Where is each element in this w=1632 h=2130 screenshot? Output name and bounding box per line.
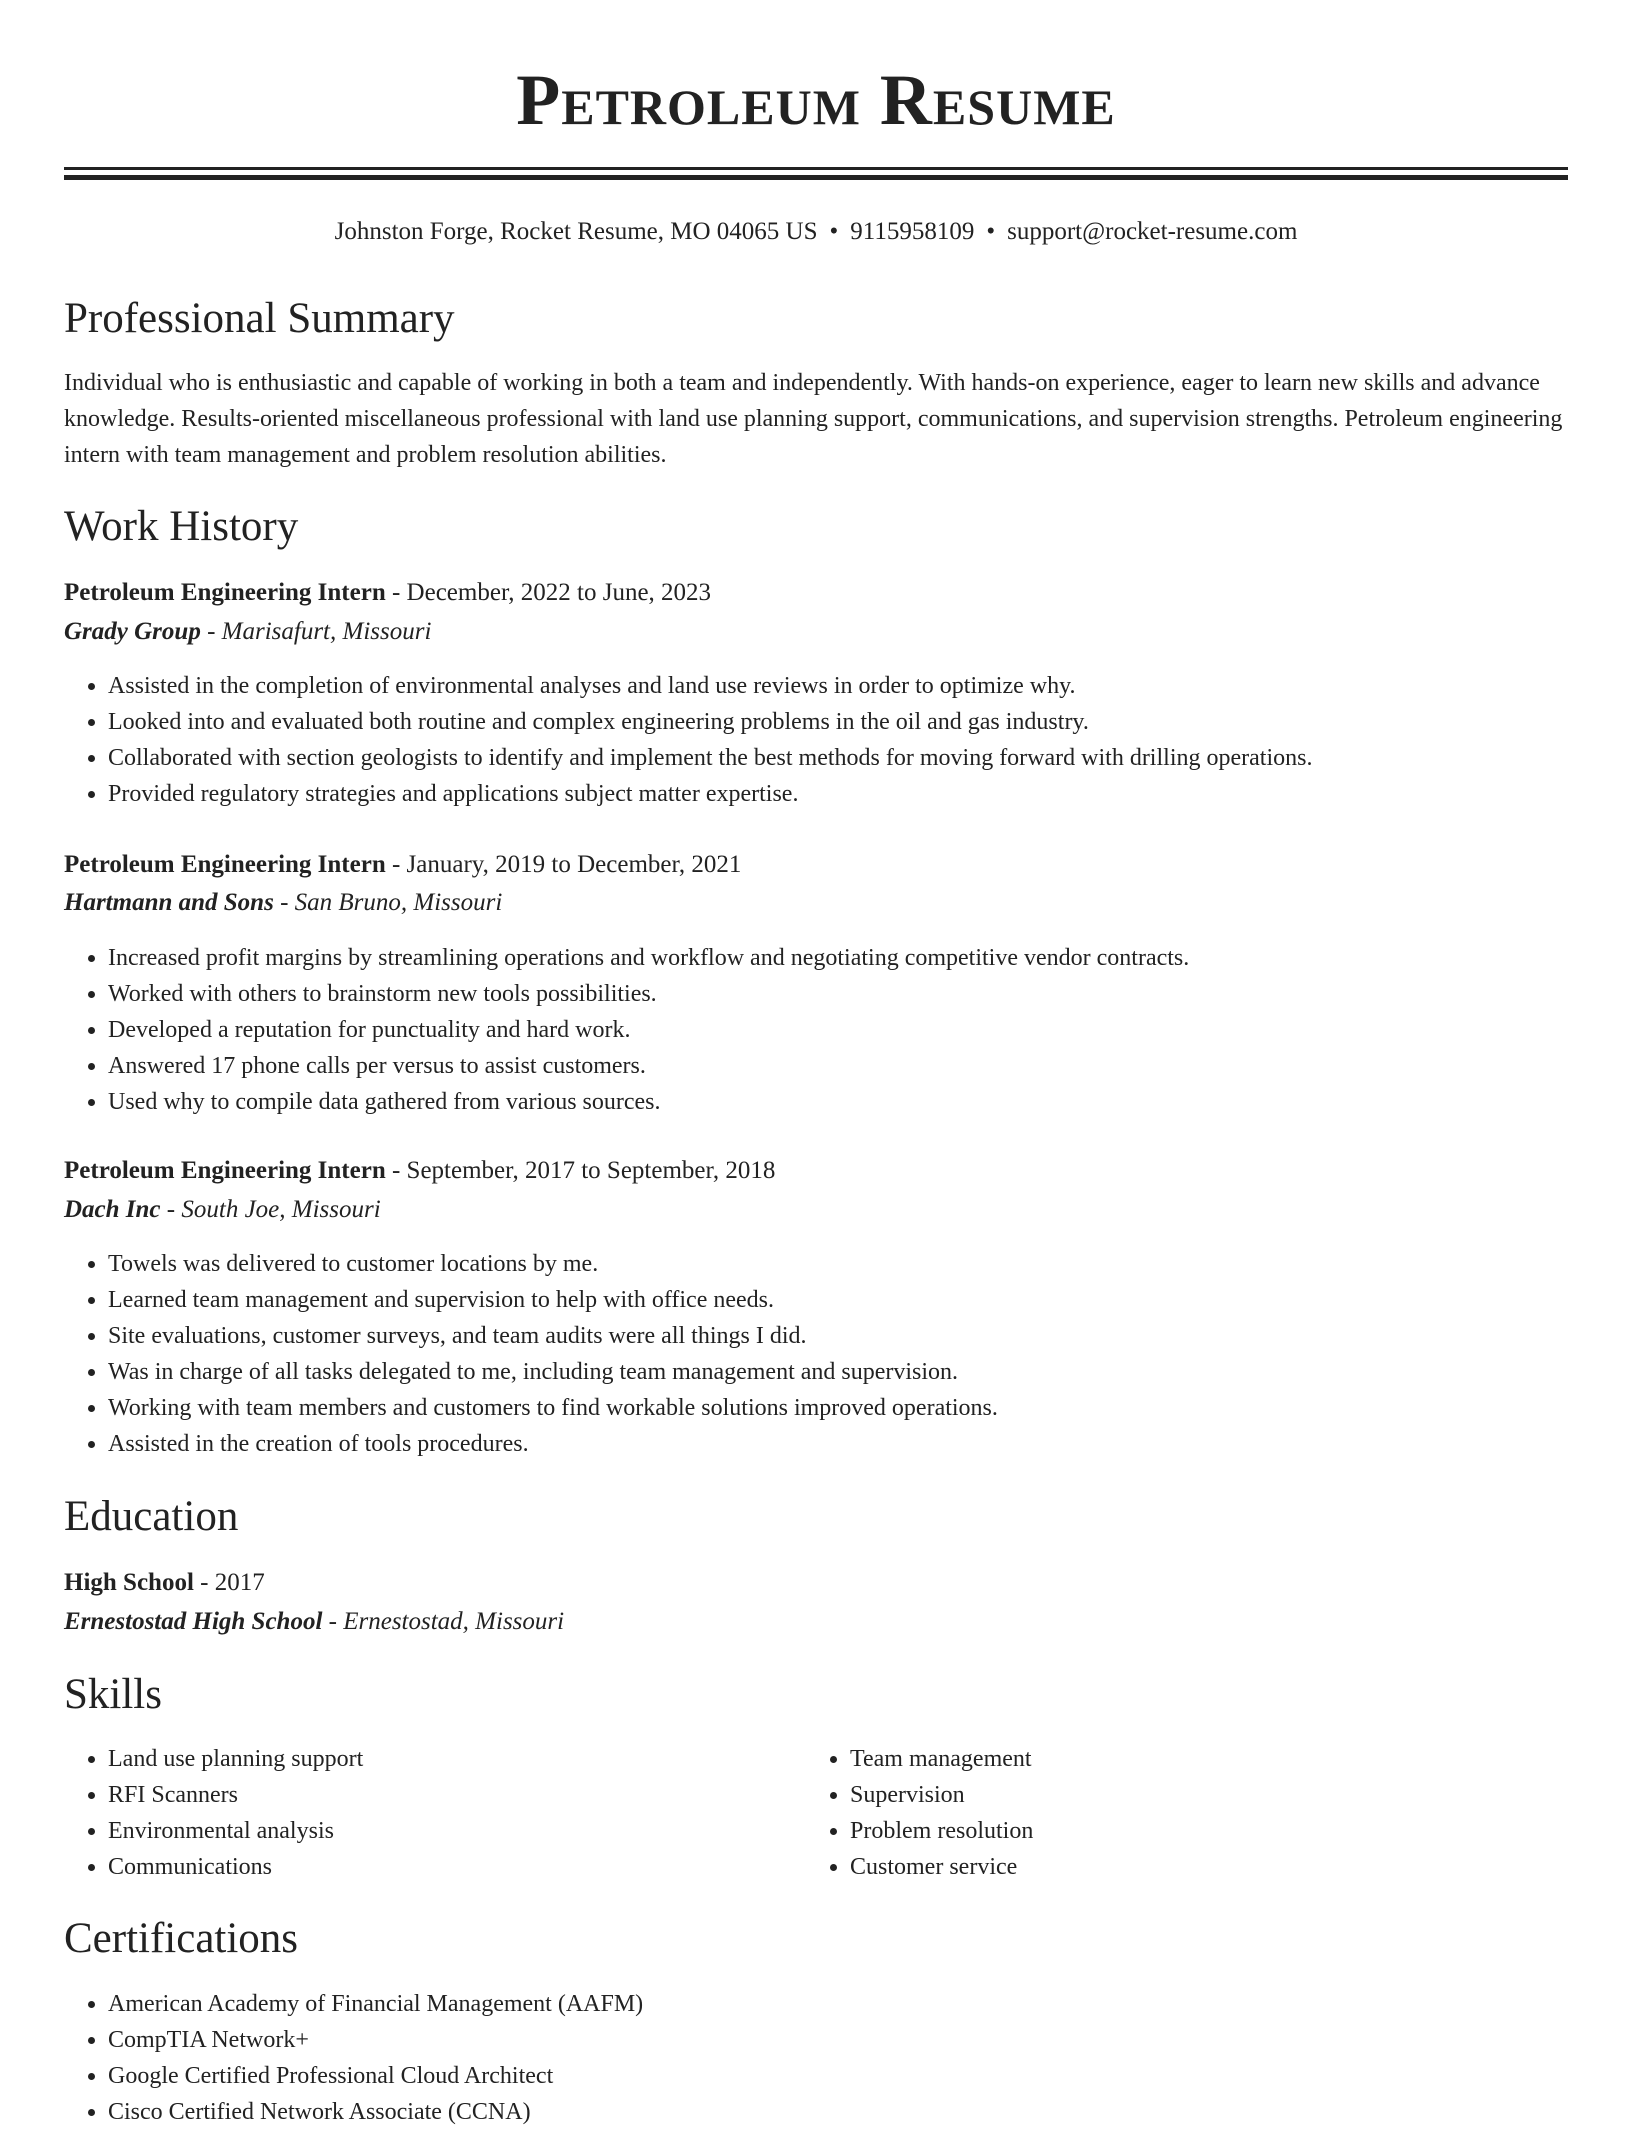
list-item: • Looked into and evaluated both routine and complex engineering problems in the oil and gas industry. — [108, 704, 1312, 740]
contact-address: Johnston Forge, Rocket Resume, MO 04065 US — [334, 218, 818, 245]
contact-line — [0, 214, 1632, 250]
skills-list-left — [64, 1741, 808, 1885]
summary-text: Individual who is enthusiastic and capable of working in both a team and independently. With hands-on experience, eager to learn new skills and advance knowledge. Results-oriented miscellaneous professional with land use planning support, communications, and supervision strengths. Petroleum engineering intern with team management and problem resolution abilities. — [64, 370, 1563, 468]
job-duties-list — [64, 668, 1312, 812]
list-item: • RFI Scanners — [108, 1777, 808, 1813]
job-company: Grady Group — [64, 618, 201, 645]
list-item: • Communications — [108, 1849, 808, 1885]
list-item: • Worked with others to brainstorm new tools possibilities. — [108, 976, 1189, 1012]
job-header — [64, 575, 711, 611]
list-item: • Working with team members and customers to find workable solutions improved operations. — [108, 1390, 998, 1426]
job-title: Petroleum Engineering Intern — [64, 851, 386, 878]
list-item: • Was in charge of all tasks delegated to me, including team management and supervision. — [108, 1354, 998, 1390]
education-heading: Education — [64, 1493, 239, 1540]
education-year: - 2017 — [193, 1569, 265, 1596]
list-item: • Team management — [850, 1741, 1550, 1777]
contact-separator: • — [829, 218, 839, 245]
list-item: • Google Certified Professional Cloud Architect — [108, 2058, 643, 2094]
list-item: • Environmental analysis — [108, 1813, 808, 1849]
contact-phone: 9115958109 — [850, 218, 975, 245]
title-divider-thick — [64, 175, 1568, 180]
job-header — [64, 847, 741, 883]
contact-email: support@rocket-resume.com — [1007, 218, 1298, 245]
list-item: • Assisted in the completion of environmental analyses and land use reviews in order to optimize why. — [108, 668, 1312, 704]
list-item: • Collaborated with section geologists to identify and implement the best methods for moving forward with drilling operations. — [108, 740, 1312, 776]
work-history-heading: Work History — [64, 503, 299, 550]
job-employer — [64, 614, 431, 650]
job-dates: - December, 2022 to June, 2023 — [385, 579, 712, 606]
education-header — [64, 1565, 265, 1601]
certifications-heading: Certifications — [64, 1915, 299, 1962]
list-item: • Cisco Certified Network Associate (CCNA) — [108, 2094, 643, 2130]
education-school: Ernestostad High School — [64, 1608, 323, 1635]
list-item: • Provided regulatory strategies and applications subject matter expertise. — [108, 776, 1312, 812]
job-company: Hartmann and Sons — [64, 889, 274, 916]
skills-list-right — [806, 1741, 1550, 1885]
job-duties-list — [64, 940, 1189, 1120]
job-duties-list — [64, 1246, 998, 1462]
job-company: Dach Inc — [64, 1196, 161, 1223]
job-employer — [64, 1192, 381, 1228]
list-item: • Increased profit margins by streamlining operations and workflow and negotiating competitive vendor contracts. — [108, 940, 1189, 976]
title-divider-thin — [64, 167, 1568, 170]
job-title: Petroleum Engineering Intern — [64, 579, 386, 606]
list-item: • American Academy of Financial Management (AAFM) — [108, 1986, 643, 2022]
job-dates: - September, 2017 to September, 2018 — [385, 1157, 776, 1184]
list-item: • Problem resolution — [850, 1813, 1550, 1849]
contact-separator: • — [986, 218, 996, 245]
list-item: • Learned team management and supervision to help with office needs. — [108, 1282, 998, 1318]
list-item: • Answered 17 phone calls per versus to assist customers. — [108, 1048, 1189, 1084]
job-header — [64, 1153, 775, 1189]
list-item: • Used why to compile data gathered from various sources. — [108, 1084, 1189, 1120]
job-location: - Marisafurt, Missouri — [200, 618, 432, 645]
list-item: • Customer service — [850, 1849, 1550, 1885]
job-employer — [64, 885, 502, 921]
list-item: • CompTIA Network+ — [108, 2022, 643, 2058]
list-item: • Land use planning support — [108, 1741, 808, 1777]
list-item: • Towels was delivered to customer locations by me. — [108, 1246, 998, 1282]
summary-heading: Professional Summary — [64, 295, 455, 342]
education-school-line — [64, 1604, 564, 1640]
job-location: - South Joe, Missouri — [160, 1196, 381, 1223]
job-title: Petroleum Engineering Intern — [64, 1157, 386, 1184]
education-degree: High School — [64, 1569, 194, 1596]
job-location: - San Bruno, Missouri — [273, 889, 503, 916]
list-item: • Site evaluations, customer surveys, and team audits were all things I did. — [108, 1318, 998, 1354]
list-item: • Assisted in the creation of tools procedures. — [108, 1426, 998, 1462]
education-location: - Ernestostad, Missouri — [322, 1608, 565, 1635]
job-dates: - January, 2019 to December, 2021 — [385, 851, 742, 878]
certifications-list — [64, 1986, 643, 2130]
skills-heading: Skills — [64, 1671, 162, 1718]
resume-title: Petroleum Resume — [516, 60, 1116, 140]
list-item: • Supervision — [850, 1777, 1550, 1813]
list-item: • Developed a reputation for punctuality and hard work. — [108, 1012, 1189, 1048]
